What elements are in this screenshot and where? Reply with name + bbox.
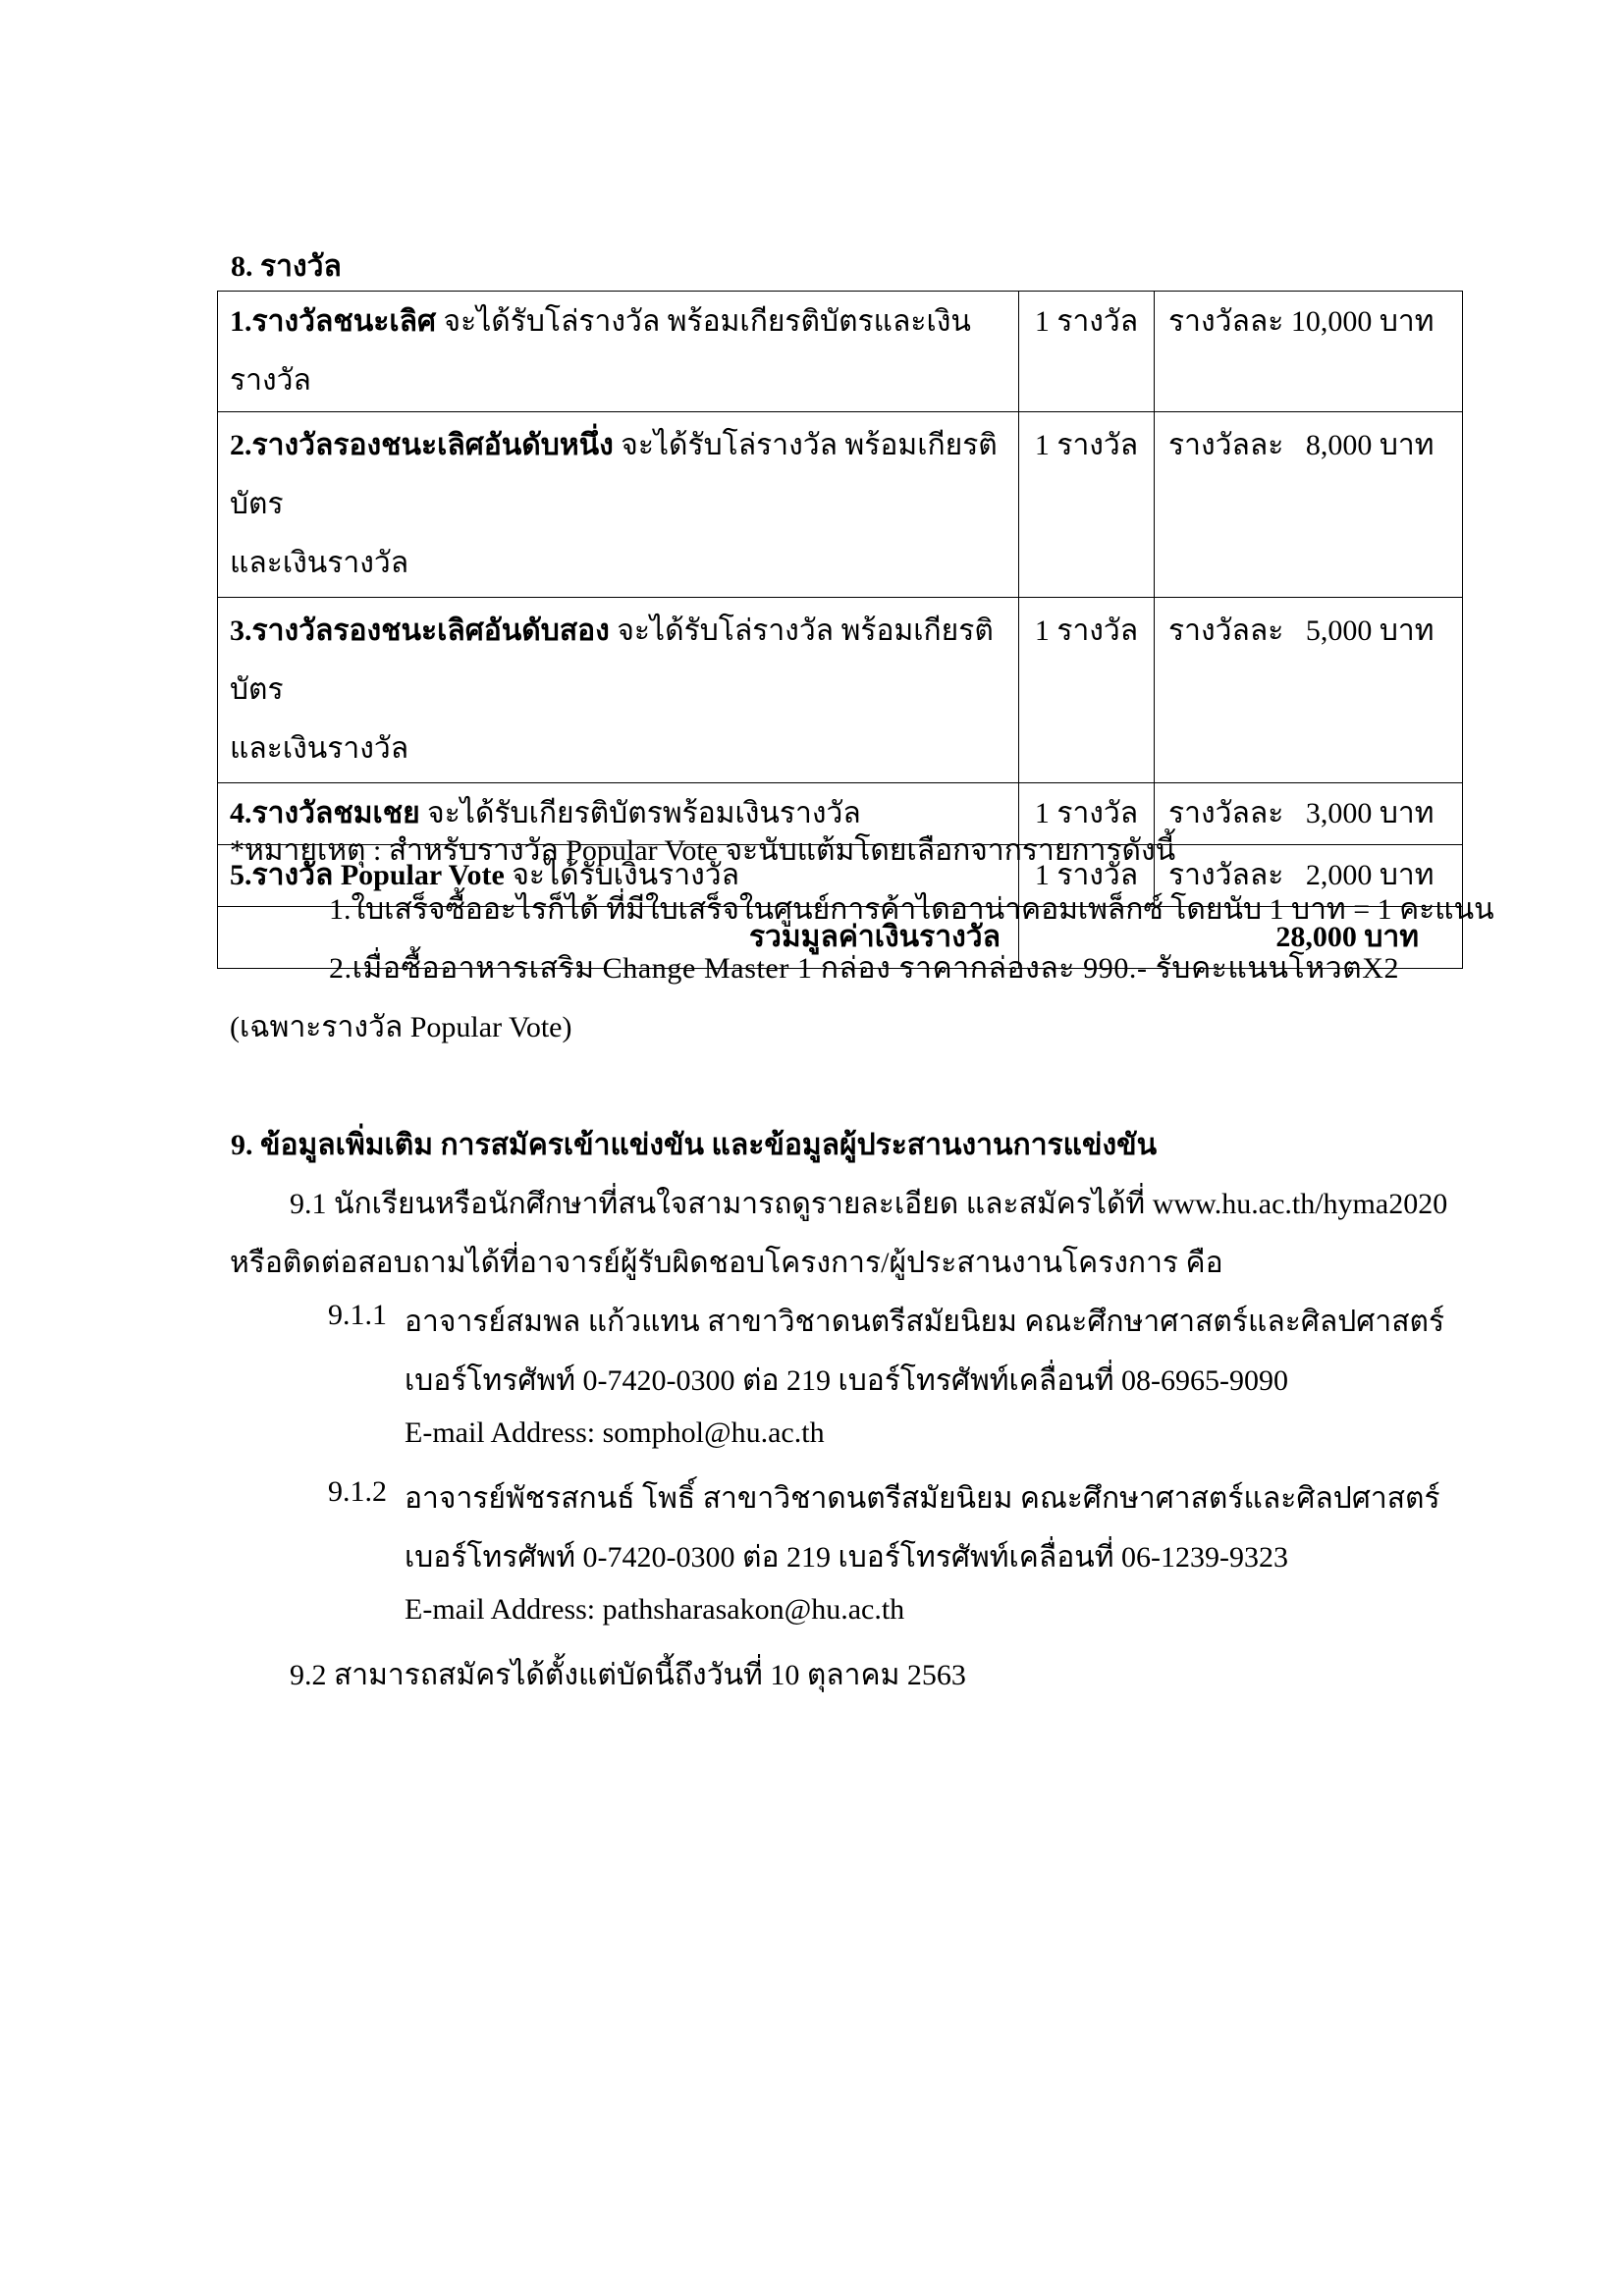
prize-amount-value: 2,000	[1305, 859, 1373, 891]
section-8-title: 8. รางวัล	[231, 250, 342, 283]
prize-name: 3.รางวัลรองชนะเลิศอันดับสอง	[230, 614, 610, 647]
contact-number: 9.1.1	[328, 1299, 387, 1331]
prize-name: 4.รางวัลชมเชย	[230, 797, 420, 829]
contact-number: 9.1.2	[328, 1475, 387, 1508]
prize-desc-cont: และเงินรางวัล	[230, 547, 409, 579]
contact-email: E-mail Address: somphol@hu.ac.th	[405, 1416, 825, 1449]
prize-amount-label: รางวัลละ	[1168, 797, 1284, 829]
paragraph-9-2: 9.2 สามารถสมัครได้ตั้งแต่บัดนี้ถึงวันที่ 10 ตุลาคม 2563	[290, 1659, 966, 1691]
prize-desc: จะได้รับโล่รางวัล พร้อมเกียรติบัตร	[230, 614, 994, 706]
paragraph-9-1-cont: หรือติดต่อสอบถามได้ที่อาจารย์ผู้รับผิดชอบโครงการ/ผู้ประสานงานโครงการ คือ	[230, 1247, 1223, 1279]
contact-email: E-mail Address: pathsharasakon@hu.ac.th	[405, 1593, 905, 1626]
total-value: 28,000 บาท	[1019, 907, 1463, 969]
prize-desc: จะได้รับโล่รางวัล พร้อมเกียรติบัตร	[230, 429, 998, 520]
prize-amount-unit: บาท	[1379, 614, 1435, 647]
prize-description	[218, 292, 1019, 412]
prize-amount-label: รางวัลละ	[1168, 305, 1284, 338]
contact-phone: เบอร์โทรศัพท์ 0-7420-0300 ต่อ 219 เบอร์โทรศัพท์เคลื่อนที่ 08-6965-9090	[405, 1364, 1289, 1397]
prize-amount-unit: บาท	[1379, 305, 1435, 338]
prize-amount	[1155, 598, 1463, 783]
prize-qty: 1 รางวัล	[1019, 598, 1155, 783]
prize-amount-unit: บาท	[1379, 797, 1435, 829]
prize-amount-value: 3,000	[1305, 797, 1373, 829]
prize-desc: จะได้รับโล่รางวัล พร้อมเกียรติบัตรและเงินรางวัล	[230, 305, 971, 397]
prize-row	[218, 598, 1463, 783]
prize-name: 1.รางวัลชนะเลิศ	[230, 305, 436, 338]
contact-phone: เบอร์โทรศัพท์ 0-7420-0300 ต่อ 219 เบอร์โทรศัพท์เคลื่อนที่ 06-1239-9323	[405, 1541, 1289, 1574]
prize-row	[218, 292, 1463, 412]
prize-desc-cont: และเงินรางวัล	[230, 732, 409, 765]
prize-qty: 1 รางวัล	[1019, 292, 1155, 412]
prize-amount-value: 10,000	[1290, 305, 1373, 338]
prize-qty: 1 รางวัล	[1019, 412, 1155, 598]
prize-amount-value: 8,000	[1305, 429, 1373, 461]
prize-amount	[1155, 292, 1463, 412]
prize-row	[218, 412, 1463, 598]
prize-amount	[1155, 783, 1463, 845]
note-line: *หมายเหตุ : สำหรับรางวัล Popular Vote จะนับแต้มโดยเลือกจากรายการดังนี้	[230, 834, 1176, 867]
total-label: รวมมูลค่าเงินรางวัล	[218, 907, 1019, 969]
contact-name: อาจารย์สมพล แก้วแทน สาขาวิชาดนตรีสมัยนิยม คณะศึกษาศาสตร์และศิลปศาสตร์	[405, 1306, 1445, 1338]
prize-name: 2.รางวัลรองชนะเลิศอันดับหนึ่ง	[230, 429, 614, 461]
note-item-2-cont: (เฉพาะรางวัล Popular Vote)	[230, 1011, 572, 1043]
paragraph-9-1: 9.1 นักเรียนหรือนักศึกษาที่สนใจสามารถดูรายละเอียด และสมัครได้ที่ www.hu.ac.th/hyma2020	[290, 1188, 1448, 1220]
prize-qty: 1 รางวัล	[1019, 783, 1155, 845]
prize-description	[218, 598, 1019, 783]
prize-description	[218, 412, 1019, 598]
prize-amount-unit: บาท	[1379, 859, 1435, 891]
prize-desc: จะได้รับเกียรติบัตรพร้อมเงินรางวัล	[419, 797, 861, 829]
prize-amount-value: 5,000	[1305, 614, 1373, 647]
prize-name: 5.รางวัล Popular Vote	[230, 859, 505, 891]
prize-amount-unit: บาท	[1379, 429, 1435, 461]
prize-amount	[1155, 412, 1463, 598]
prize-desc: จะได้รับเงินรางวัล	[504, 859, 739, 891]
prize-qty: 1 รางวัล	[1019, 845, 1155, 907]
prize-amount-label: รางวัลละ	[1168, 859, 1284, 891]
contact-name: อาจารย์พัชรสกนธ์ โพธิ์ สาขาวิชาดนตรีสมัยนิยม คณะศึกษาศาสตร์และศิลปศาสตร์	[405, 1482, 1440, 1515]
prize-amount-label: รางวัลละ	[1168, 614, 1284, 647]
prize-amount-label: รางวัลละ	[1168, 429, 1284, 461]
note-item-1: 1.ใบเสร็จซื้ออะไรก็ได้ ที่มีใบเสร็จในศูนย์การค้าไดอาน่าคอมเพล็กซ์ โดยนับ 1 บาท = 1 คะแนน	[329, 893, 1494, 926]
section-9-title: 9. ข้อมูลเพิ่มเติม การสมัครเข้าแข่งขัน และข้อมูลผู้ประสานงานการแข่งขัน	[231, 1129, 1158, 1161]
note-item-2: 2.เมื่อซื้ออาหารเสริม Change Master 1 กล่อง ราคากล่องละ 990.- รับคะแนนโหวตX2	[329, 952, 1400, 985]
